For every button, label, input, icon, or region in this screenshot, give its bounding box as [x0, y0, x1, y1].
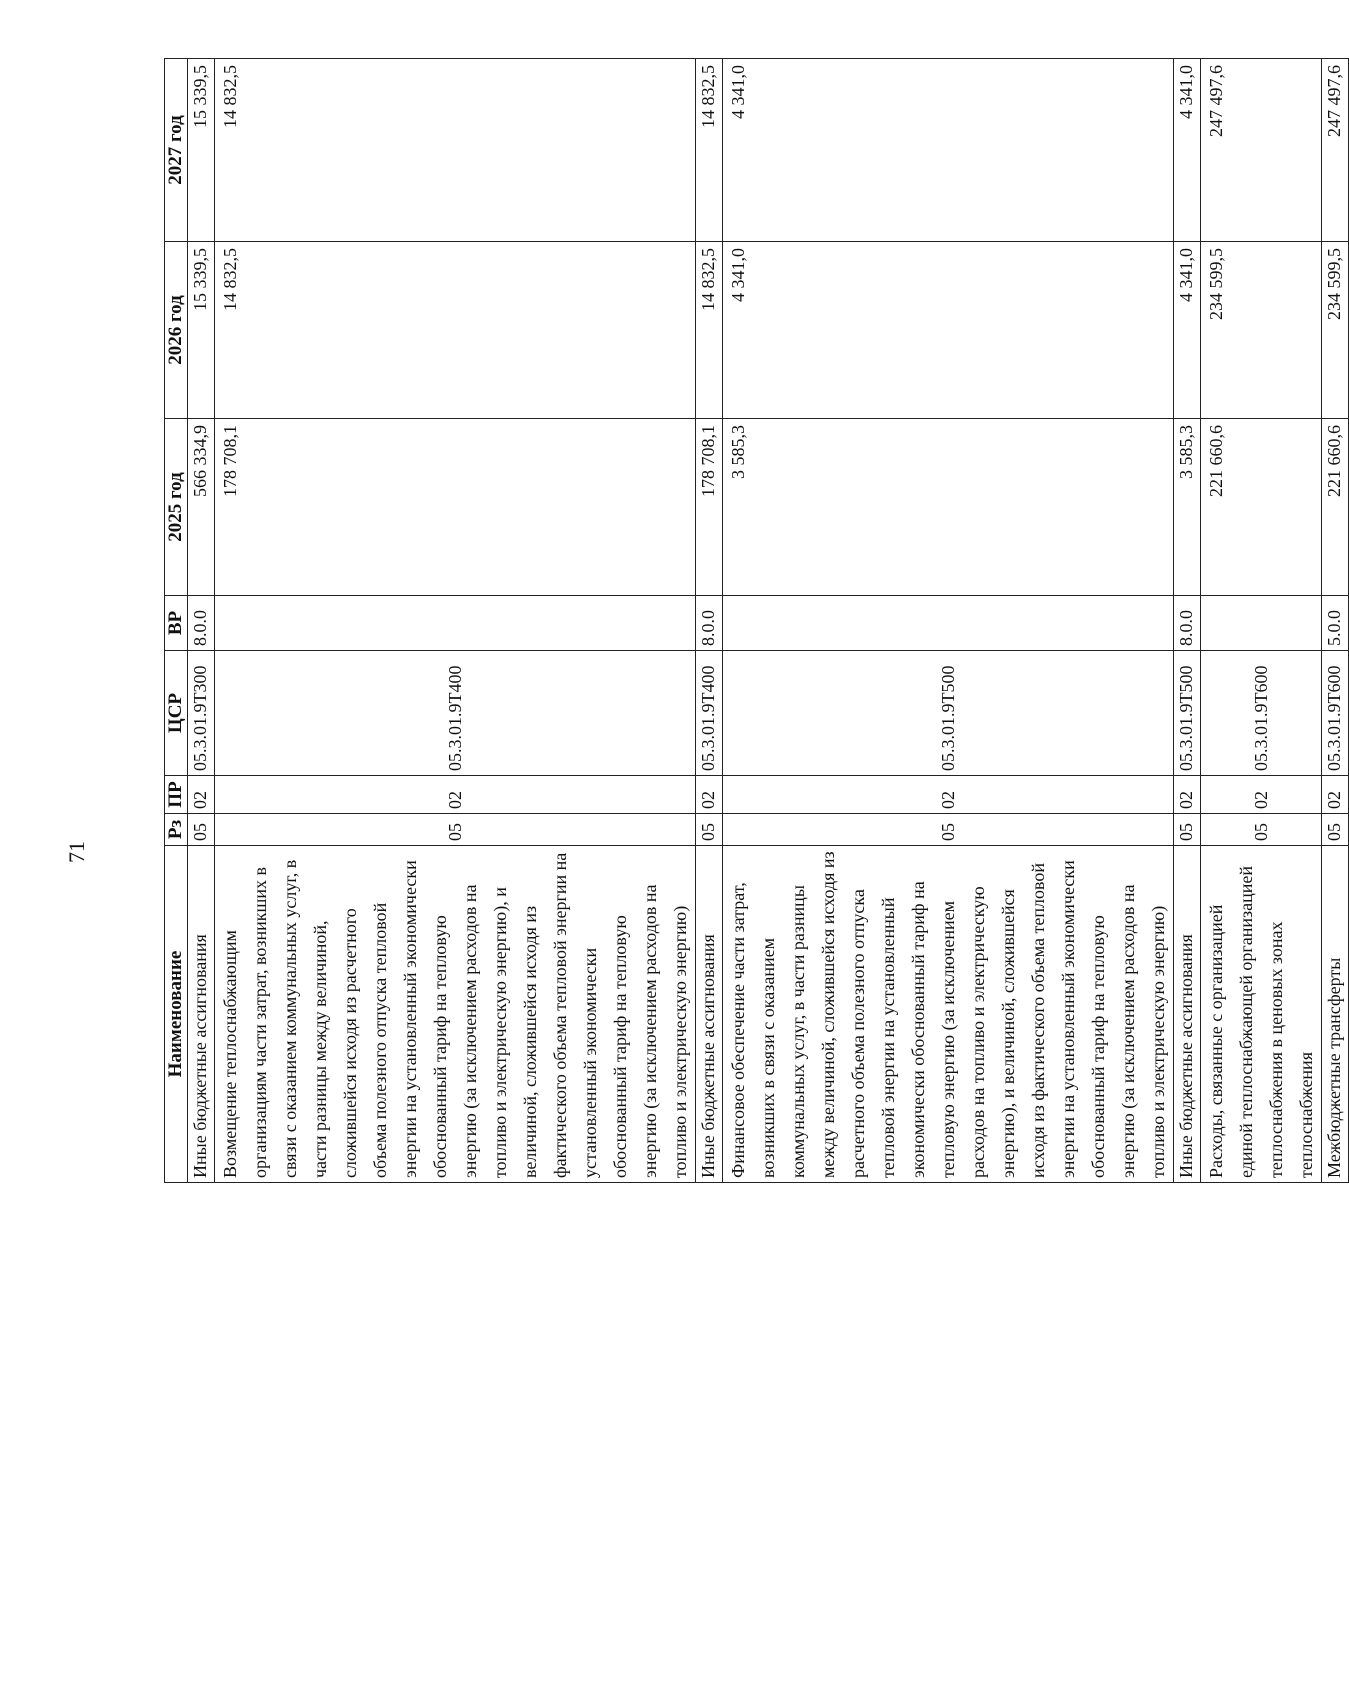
row-pr: 02 [723, 776, 1174, 814]
row-2025: 3 585,3 [723, 419, 1174, 596]
table-row [1322, 59, 1349, 1183]
row-csr: 05.3.01.9Т400 [696, 651, 723, 776]
table-header-row [165, 59, 188, 1183]
row-2025: 178 708,1 [215, 419, 696, 596]
row-name: Возмещение теплоснабжающим организациям части затрат, возникших в связи с оказанием коммунальных услуг, в части разницы между величиной, сложившейся исходя из расчетного объема полезного отпуска тепловой энергии на установленный экономически обоснованный тариф на тепловую энергию (за исключением расходов на топливо и электрическую энергию), и величиной, сложившейся исходя из фактического объема тепловой энергии на установленный экономически обоснованный тариф на тепловую энергию (за исключением расходов на топливо и электрическую энергию) [215, 846, 696, 1183]
header-2025: 2025 год [165, 419, 188, 596]
header-2027: 2027 год [165, 59, 188, 242]
row-2026: 15 339,5 [188, 242, 215, 419]
row-name: Финансовое обеспечение части затрат, возникших в связи с оказанием коммунальных услуг, в части разницы между величиной, сложившейся исходя из расчетного объема полезного отпуска тепловой энергии на установленный экономически обоснованный тариф на тепловую энергию (за исключением расходов на топливо и электрическую энергию), и величиной, сложившейся исходя из фактического объема тепловой энергии на установленный экономически обоснованный тариф на тепловую энергию (за исключением расходов на топливо и электрическую энергию) [723, 846, 1174, 1183]
row-2026: 234 599,5 [1322, 242, 1349, 419]
row-csr: 05.3.01.9Т600 [1322, 651, 1349, 776]
row-vr: 8.0.0 [188, 596, 215, 651]
table-row [1201, 59, 1322, 1183]
row-2026: 234 599,5 [1201, 242, 1322, 419]
row-2027: 247 497,6 [1201, 59, 1322, 242]
row-vr: 8.0.0 [696, 596, 723, 651]
page-number: 71 [64, 841, 89, 863]
row-rz: 05 [723, 814, 1174, 846]
row-2026: 14 832,5 [696, 242, 723, 419]
header-vr: ВР [165, 596, 188, 651]
row-pr: 02 [1322, 776, 1349, 814]
row-rz: 05 [696, 814, 723, 846]
row-rz: 05 [1322, 814, 1349, 846]
row-vr: 5.0.0 [1322, 596, 1349, 651]
row-name: Расходы, связанные с организацией единой теплоснабжающей организацией теплоснабжения в ценовых зонах теплоснабжения [1201, 846, 1322, 1183]
row-name: Иные бюджетные ассигнования [1174, 846, 1201, 1183]
row-2025: 221 660,6 [1201, 419, 1322, 596]
row-csr: 05.3.01.9Т600 [1201, 651, 1322, 776]
row-name: Иные бюджетные ассигнования [696, 846, 723, 1183]
row-2027: 14 832,5 [215, 59, 696, 242]
row-vr [1201, 596, 1322, 651]
row-2026: 4 341,0 [1174, 242, 1201, 419]
row-vr [723, 596, 1174, 651]
row-rz: 05 [188, 814, 215, 846]
row-rz: 05 [215, 814, 696, 846]
row-2027: 4 341,0 [723, 59, 1174, 242]
row-name: Иные бюджетные ассигнования [188, 846, 215, 1183]
table-row [696, 59, 723, 1183]
header-2026: 2026 год [165, 242, 188, 419]
row-2026: 14 832,5 [215, 242, 696, 419]
row-vr [215, 596, 696, 651]
row-csr: 05.3.01.9Т300 [188, 651, 215, 776]
row-pr: 02 [1201, 776, 1322, 814]
row-pr: 02 [188, 776, 215, 814]
row-2027: 14 832,5 [696, 59, 723, 242]
row-name: Межбюджетные трансферты [1322, 846, 1349, 1183]
header-pr: ПР [165, 776, 188, 814]
row-2025: 221 660,6 [1322, 419, 1349, 596]
table-row [723, 59, 1174, 1183]
row-2027: 4 341,0 [1174, 59, 1201, 242]
row-2026: 4 341,0 [723, 242, 1174, 419]
row-rz: 05 [1201, 814, 1322, 846]
table-row [215, 59, 696, 1183]
header-csr: ЦСР [165, 651, 188, 776]
rotated-page-content [164, 59, 1344, 1183]
row-2025: 178 708,1 [696, 419, 723, 596]
table-row [1174, 59, 1201, 1183]
row-2025: 3 585,3 [1174, 419, 1201, 596]
row-rz: 05 [1174, 814, 1201, 846]
row-csr: 05.3.01.9Т500 [1174, 651, 1201, 776]
row-csr: 05.3.01.9Т400 [215, 651, 696, 776]
header-rz: Рз [165, 814, 188, 846]
row-2027: 15 339,5 [188, 59, 215, 242]
row-vr: 8.0.0 [1174, 596, 1201, 651]
budget-table [164, 58, 1349, 1183]
row-csr: 05.3.01.9Т500 [723, 651, 1174, 776]
row-pr: 02 [696, 776, 723, 814]
header-name: Наименование [165, 846, 188, 1183]
row-2027: 247 497,6 [1322, 59, 1349, 242]
row-pr: 02 [215, 776, 696, 814]
row-2025: 566 334,9 [188, 419, 215, 596]
row-pr: 02 [1174, 776, 1201, 814]
table-row [188, 59, 215, 1183]
